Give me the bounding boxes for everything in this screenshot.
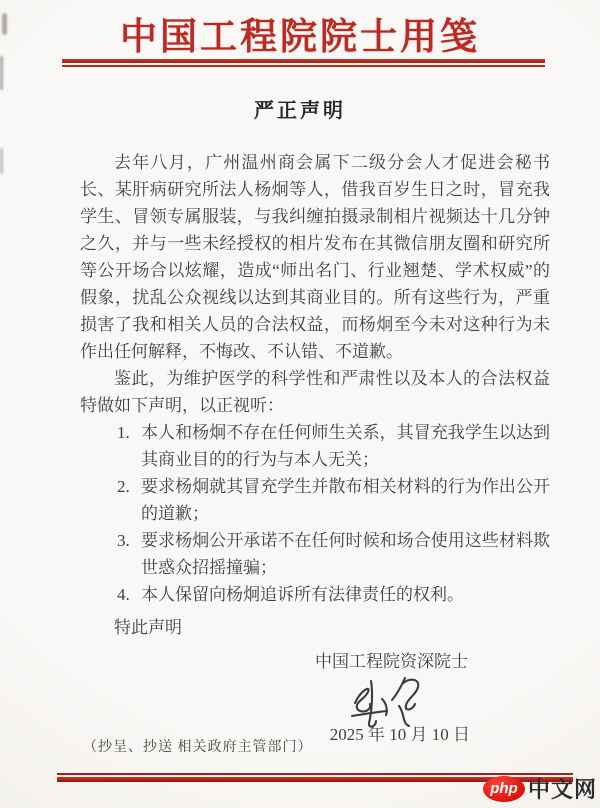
signature-block [80,648,550,748]
photo-edge-artifact [0,56,3,90]
statement-date: 2025 年 10 月 10 日 [329,725,470,744]
declaration-list [117,419,550,608]
list-item-number: 4. [117,585,130,604]
list-item [117,581,550,608]
list-item [117,473,550,527]
list-item-number: 1. [117,423,130,442]
watermark-site-name: 中文网 [527,777,597,802]
list-item-text: 本人保留向杨炯追诉所有法律责任的权利。 [141,585,464,604]
list-item [117,527,550,581]
letterhead-double-rule [62,59,545,67]
site-watermark [483,773,597,804]
letterhead-title: 中国工程院院士用笺 [120,17,480,58]
list-item-text: 要求杨炯就其冒充学生并散布相关材料的行为作出公开的道歉； [141,477,550,523]
list-item-number: 3. [117,531,130,550]
list-item-text: 要求杨炯公开承诺不在任何时候和场合使用这些材料欺世惑众招摇撞骗； [141,531,550,577]
signer-title: 中国工程院资深院士 [315,652,468,671]
list-item-text: 本人和杨炯不存在任何师生关系，其冒充我学生以达到其商业目的的行为与本人无关； [141,423,550,469]
signature-row [80,675,550,721]
photo-edge-artifact [0,148,3,174]
handwritten-signature [342,673,434,733]
list-item [117,419,550,473]
list-item-number: 2. [117,477,130,496]
closing-statement: 特此声明 [114,618,182,637]
statement-body [80,149,550,748]
php-logo-icon: php [483,776,525,802]
paragraph-intro: 去年八月，广州温州商会属下二级分会人才促进会秘书长、某肝病研究所法人杨炯等人，借我百岁生日之时，冒充我学生、冒领专属服装，与我纠缠拍摄录制相片视频达十几分钟之久，并与一些未经授权的相片发布在其微信朋友圈和研究所等公开场合以炫耀，造成“师出名门、行业翘楚、学术权威”的假象，扰乱公众视线以达到其商业目的。所有这些行为，严重损害了我和相关人员的合法权益，而杨炯至今未对这种行为未作出任何解释，不悔改、不认错、不道歉。 [80,153,550,361]
paragraph-declaration-lead: 鉴此，为维护医学的科学性和严肃性以及本人的合法权益特做如下声明，以正视听： [80,369,550,415]
cc-note: （抄呈、抄送 相关政府主管部门） [83,740,313,755]
statement-title: 严正声明 [254,100,346,122]
